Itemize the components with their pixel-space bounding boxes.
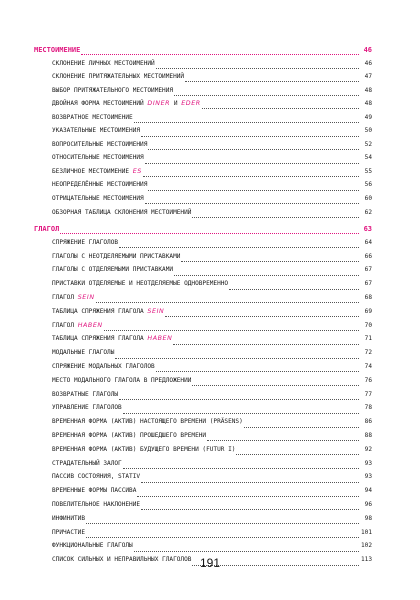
toc-entry-term: ES (132, 167, 142, 175)
toc-entry-label (52, 515, 85, 522)
toc-entry[interactable] (34, 141, 372, 155)
toc-page-number: 49 (364, 113, 372, 121)
toc-entry-text: СПИСОК СИЛЬНЫХ И НЕПРАВИЛЬНЫХ ГЛАГОЛОВ (52, 556, 192, 564)
dot-leader (60, 233, 359, 234)
toc-entry-text: ПРИСТАВКИ ОТДЕЛЯЕМЫЕ И НЕОТДЕЛЯЕМЫЕ ОДНОВРЕМЕННО (52, 280, 229, 288)
toc-entry[interactable] (34, 322, 372, 336)
toc-entry[interactable] (34, 168, 372, 182)
toc-entry[interactable] (34, 432, 372, 446)
toc-entry-term: HABEN (77, 321, 103, 329)
toc-entry[interactable] (34, 100, 372, 114)
toc-entry-text: БЕЗЛИЧНОЕ МЕСТОИМЕНИЕ (52, 167, 133, 175)
toc-entry-label (52, 127, 140, 134)
toc-entry-label (52, 460, 122, 467)
toc-entry[interactable] (34, 280, 372, 294)
toc-page-number: 72 (364, 349, 372, 357)
toc-page-number: 74 (364, 362, 372, 370)
toc-page-number: 93 (364, 473, 372, 481)
toc-entry-label (52, 391, 118, 398)
toc-entry[interactable] (34, 418, 372, 432)
page-number: 191 (199, 556, 221, 570)
toc-entry[interactable] (34, 404, 372, 418)
dot-leader (123, 413, 359, 414)
toc-entry[interactable] (34, 253, 372, 267)
toc-entry-label (52, 335, 172, 342)
toc-entry-text: ПОВЕЛИТЕЛЬНОЕ НАКЛОНЕНИЕ (52, 500, 141, 508)
toc-entry[interactable] (34, 73, 372, 87)
toc-entry-label (52, 266, 173, 273)
toc-entry-label (52, 294, 95, 301)
toc-page-number: 63 (363, 225, 372, 233)
toc-entry[interactable] (34, 335, 372, 349)
toc-entry-text: ВОЗВРАТНЫЕ ГЛАГОЛЫ (52, 390, 119, 398)
dot-leader (143, 176, 359, 177)
dot-leader (141, 136, 359, 137)
toc-entry-text: ИНФИНИТИВ (52, 514, 86, 522)
toc-section-verb (34, 225, 372, 570)
toc-entry-label (52, 60, 155, 67)
toc-page-number: 47 (364, 73, 372, 81)
toc-entry-text: СТРАДАТЕЛЬНЫЙ ЗАЛОГ (52, 459, 122, 467)
dot-leader (119, 247, 359, 248)
toc-entry-term: SEIN (77, 293, 95, 301)
toc-entry-term: SEIN (147, 307, 165, 315)
toc-entry-text: ВРЕМЕННАЯ ФОРМА (АКТИВ) НАСТОЯЩЕГО ВРЕМЕНИ (PRÄSENS) (52, 418, 243, 426)
toc-entry-text: ВРЕМЕННАЯ ФОРМА (АКТИВ) ПРОШЕДШЕГО ВРЕМЕНИ (52, 431, 207, 439)
toc-entry-label (52, 529, 85, 536)
dot-leader (236, 454, 359, 455)
toc-entry-text: ТАБЛИЦА СПРЯЖЕНИЯ ГЛАГОЛА (52, 335, 148, 343)
toc-heading[interactable] (34, 46, 372, 60)
toc-entry-label (52, 308, 164, 315)
toc-entry-text: ГЛАГОЛЫ С НЕОТДЕЛЯЕМЫМИ ПРИСТАВКАМИ (52, 252, 181, 260)
toc-entry-text: СКЛОНЕНИЕ ПРИТЯЖАТЕЛЬНЫХ МЕСТОИМЕНИЙ (52, 73, 185, 81)
toc-entry-label (52, 473, 140, 480)
toc-entry[interactable] (34, 114, 372, 128)
toc-entry-label (52, 168, 142, 175)
toc-entry-text: ГЛАГОЛ (52, 293, 78, 301)
toc-entry[interactable] (34, 487, 372, 501)
toc-entry[interactable] (34, 349, 372, 363)
dot-leader (165, 316, 359, 317)
toc-entry-term: HABEN (147, 335, 173, 343)
toc-page-number: 71 (364, 335, 372, 343)
dot-leader (134, 551, 359, 552)
toc-entry-text: НЕОПРЕДЕЛЁННЫЕ МЕСТОИМЕНИЯ (52, 181, 148, 189)
dot-leader (115, 358, 359, 359)
dot-leader (207, 440, 359, 441)
toc-entry-text: ОТНОСИТЕЛЬНЫЕ МЕСТОИМЕНИЯ (52, 154, 144, 162)
toc-entry-label (52, 432, 206, 439)
toc-page-number: 62 (364, 208, 372, 216)
toc-page-number: 48 (364, 86, 372, 94)
toc-entry[interactable] (34, 515, 372, 529)
dot-leader (173, 344, 359, 345)
dot-leader (104, 330, 359, 331)
toc-entry-text: ВОПРОСИТЕЛЬНЫЕ МЕСТОИМЕНИЯ (52, 140, 148, 148)
toc-entry[interactable] (34, 87, 372, 101)
toc-entry-label (52, 446, 235, 453)
dot-leader (86, 523, 359, 524)
toc-entry[interactable] (34, 363, 372, 377)
toc-page-number: 78 (364, 404, 372, 412)
toc-entry[interactable] (34, 377, 372, 391)
dot-leader (141, 509, 359, 510)
toc-entry-label (52, 100, 201, 107)
toc-page-number: 96 (364, 500, 372, 508)
dot-leader (134, 122, 359, 123)
dot-leader (148, 190, 359, 191)
dot-leader (137, 496, 359, 497)
toc-entry[interactable] (34, 195, 372, 209)
toc-entry-label (52, 322, 103, 329)
toc-section-pronoun (34, 46, 372, 222)
toc-entry-text: ВРЕМЕННЫЕ ФОРМЫ ПАССИВА (52, 487, 137, 495)
toc-entry-text: ВОЗВРАТНОЕ МЕСТОИМЕНИЕ (52, 113, 133, 121)
toc-entry-label (52, 501, 140, 508)
toc-page-number: 77 (364, 390, 372, 398)
toc-page-number: 86 (364, 418, 372, 426)
toc-page-number: 69 (364, 307, 372, 315)
dot-leader (86, 537, 359, 538)
toc-entry-label (52, 181, 147, 188)
toc-entry[interactable] (34, 239, 372, 253)
toc-entry-label (52, 114, 133, 121)
toc-page-number: 54 (364, 154, 372, 162)
dot-leader (156, 371, 359, 372)
dot-leader (181, 261, 359, 262)
toc-entry[interactable] (34, 60, 372, 74)
toc-entry-text: СПРЯЖЕНИЕ МОДАЛЬНЫХ ГЛАГОЛОВ (52, 362, 155, 370)
toc-entry-text: ФУНКЦИОНАЛЬНЫЕ ГЛАГОЛЫ (52, 542, 133, 550)
dot-leader (185, 81, 359, 82)
toc-entry-label (52, 404, 122, 411)
toc-entry[interactable] (34, 446, 372, 460)
dot-leader (96, 302, 359, 303)
toc-entry-text: И (170, 100, 182, 108)
toc-heading-label: МЕСТОИМЕНИЕ (34, 46, 81, 54)
toc-entry-label (52, 154, 144, 161)
toc-heading[interactable] (34, 225, 372, 239)
toc-entry-text: ВРЕМЕННАЯ ФОРМА (АКТИВ) БУДУЩЕГО ВРЕМЕНИ (FUTUR I) (52, 445, 236, 453)
toc-entry-label (52, 141, 147, 148)
toc-entry-text: ПРИЧАСТИЕ (52, 528, 86, 536)
toc-page-number: 102 (360, 542, 372, 550)
dot-leader (174, 95, 359, 96)
toc-page-number: 50 (364, 127, 372, 135)
toc-entry[interactable] (34, 294, 372, 308)
dot-leader (81, 54, 359, 55)
toc-entry-label (52, 377, 191, 384)
toc-entry-text: УПРАВЛЕНИЕ ГЛАГОЛОВ (52, 404, 122, 412)
toc-heading-label: ГЛАГОЛ (34, 225, 60, 233)
toc-entry-label (52, 487, 136, 494)
dot-leader (156, 68, 359, 69)
toc-page-number: 60 (364, 195, 372, 203)
toc-entry-term: EDER (181, 100, 201, 108)
dot-leader (244, 427, 359, 428)
toc-page-number: 52 (364, 140, 372, 148)
toc-entry[interactable] (34, 308, 372, 322)
dot-leader (148, 149, 359, 150)
toc-page-number: 56 (364, 181, 372, 189)
toc-entry-label (52, 253, 180, 260)
toc-entry-label (52, 239, 118, 246)
toc-entry-text: УКАЗАТЕЛЬНЫЕ МЕСТОИМЕНИЯ (52, 127, 141, 135)
toc-entry[interactable] (34, 542, 372, 556)
toc-entry-text: МОДАЛЬНЫЕ ГЛАГОЛЫ (52, 349, 115, 357)
toc-page-number: 67 (364, 280, 372, 288)
toc-entry-label (52, 195, 144, 202)
toc-entry[interactable] (34, 127, 372, 141)
dot-leader (202, 108, 359, 109)
toc-entry[interactable] (34, 154, 372, 168)
toc-page-number: 113 (360, 556, 372, 564)
toc-entry-label (52, 542, 133, 549)
toc-entry-text: ВЫБОР ПРИТЯЖАТЕЛЬНОГО МЕСТОИМЕНИЯ (52, 86, 174, 94)
toc-entry-text: ГЛАГОЛЫ С ОТДЕЛЯЕМЫМИ ПРИСТАВКАМИ (52, 266, 174, 274)
dot-leader (192, 217, 359, 218)
toc-entry[interactable] (34, 473, 372, 487)
toc-entry-label (52, 73, 184, 80)
toc-entry-label (52, 418, 243, 425)
toc-entry[interactable] (34, 209, 372, 223)
toc-page-number: 64 (364, 238, 372, 246)
toc-page-number: 48 (364, 100, 372, 108)
toc-page-number: 46 (364, 59, 372, 67)
toc-page-number: 68 (364, 293, 372, 301)
toc-entry-label (52, 87, 173, 94)
toc-entry-text: СПРЯЖЕНИЕ ГЛАГОЛОВ (52, 238, 119, 246)
toc-page-number: 92 (364, 445, 372, 453)
toc-page-number: 94 (364, 487, 372, 495)
toc-entry[interactable] (34, 391, 372, 405)
toc-entry-label (52, 280, 228, 287)
dot-leader (119, 399, 359, 400)
toc-entry-text: ПАССИВ СОСТОЯНИЯ, STATIV (52, 473, 141, 481)
toc-entry-text: ОТРИЦАТЕЛЬНЫЕ МЕСТОИМЕНИЯ (52, 195, 144, 203)
toc-entry[interactable] (34, 501, 372, 515)
toc-entry[interactable] (34, 266, 372, 280)
toc-entry[interactable] (34, 181, 372, 195)
toc-page-number: 66 (364, 252, 372, 260)
toc-entry[interactable] (34, 460, 372, 474)
toc-entry-text: ДВОЙНАЯ ФОРМА МЕСТОИМЕНИЙ (52, 100, 148, 108)
dot-leader (145, 203, 359, 204)
dot-leader (174, 275, 359, 276)
toc-entry-text: ТАБЛИЦА СПРЯЖЕНИЯ ГЛАГОЛА (52, 307, 148, 315)
toc-entry-label (52, 363, 155, 370)
toc-page-number: 101 (360, 528, 372, 536)
toc-page-number: 70 (364, 321, 372, 329)
toc-page-number: 98 (364, 514, 372, 522)
toc-entry-text: МЕСТО МОДАЛЬНОГО ГЛАГОЛА В ПРЕДЛОЖЕНИИ (52, 376, 192, 384)
toc-entry-label (52, 209, 191, 216)
dot-leader (123, 468, 359, 469)
toc-entry-label (52, 349, 114, 356)
toc-entry-text: ГЛАГОЛ (52, 321, 78, 329)
toc-page-number: 93 (364, 459, 372, 467)
toc-entry[interactable] (34, 529, 372, 543)
toc-page-number: 76 (364, 376, 372, 384)
toc-page-number: 67 (364, 266, 372, 274)
dot-leader (141, 482, 359, 483)
dot-leader (229, 289, 359, 290)
toc-entry-term: DINER (147, 100, 171, 108)
toc-entry-text: ОБЗОРНАЯ ТАБЛИЦА СКЛОНЕНИЯ МЕСТОИМЕНИЙ (52, 208, 192, 216)
dot-leader (145, 163, 359, 164)
toc-page-number: 55 (364, 167, 372, 175)
toc-page-number: 46 (363, 46, 372, 54)
toc-entry-text: СКЛОНЕНИЕ ЛИЧНЫХ МЕСТОИМЕНИЙ (52, 59, 155, 67)
dot-leader (192, 385, 359, 386)
toc-page-number: 88 (364, 431, 372, 439)
